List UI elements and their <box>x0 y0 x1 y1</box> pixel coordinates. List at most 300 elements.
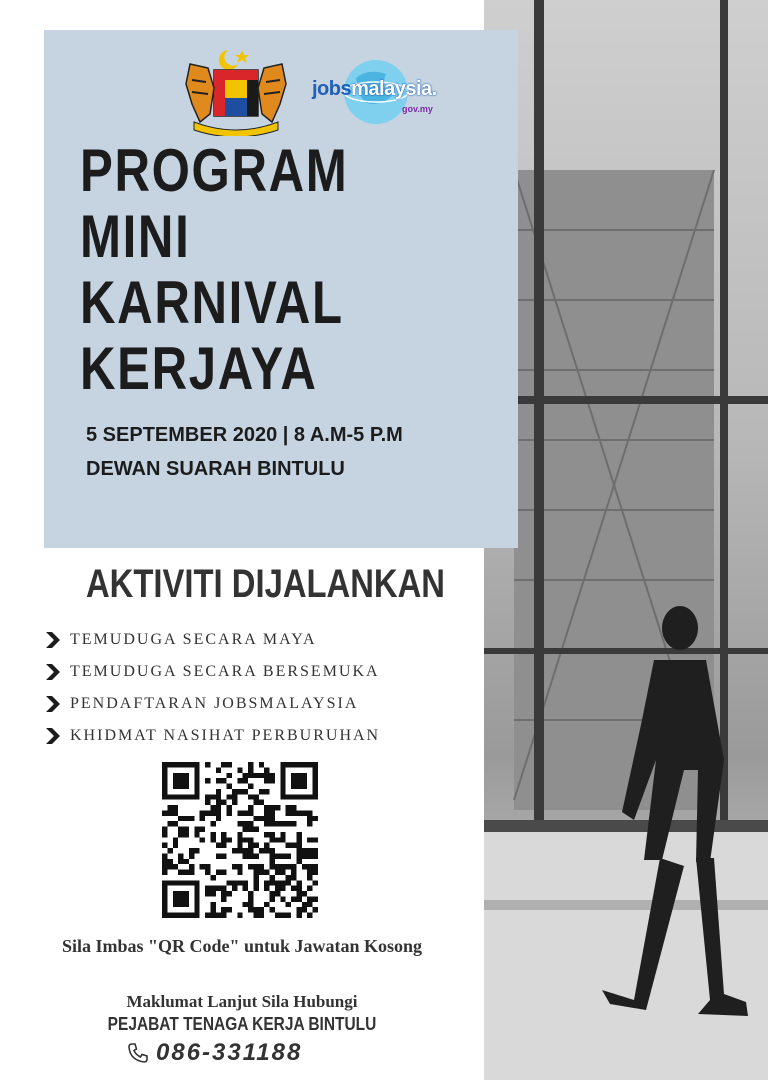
qr-module <box>280 762 285 767</box>
qr-module <box>270 773 275 778</box>
qr-module <box>307 875 312 880</box>
qr-module <box>302 778 307 783</box>
qr-module <box>189 816 194 821</box>
qr-module <box>253 816 258 821</box>
qr-module <box>313 816 318 821</box>
qr-module <box>173 864 178 869</box>
qr-module <box>280 870 285 875</box>
qr-module <box>302 907 307 912</box>
contact-intro: Maklumat Lanjut Sila Hubungi <box>126 992 358 1011</box>
qr-module <box>200 816 205 821</box>
qr-module <box>162 891 167 896</box>
qr-module <box>162 907 167 912</box>
qr-module <box>237 870 242 875</box>
qr-module <box>280 773 285 778</box>
qr-module <box>296 778 301 783</box>
qr-module <box>194 907 199 912</box>
qr-module <box>189 794 194 799</box>
qr-module <box>313 848 318 853</box>
qr-module <box>264 880 269 885</box>
qr-module <box>221 891 226 896</box>
qr-module <box>307 870 312 875</box>
qr-module <box>237 789 242 794</box>
qr-module <box>189 848 194 853</box>
qr-module <box>313 778 318 783</box>
contact-phone[interactable]: 086-331188 <box>156 1039 303 1066</box>
qr-module <box>205 800 210 805</box>
qr-module <box>259 762 264 767</box>
qr-module <box>253 800 258 805</box>
qr-module <box>162 880 167 885</box>
qr-module <box>167 859 172 864</box>
qr-module <box>313 767 318 772</box>
qr-module <box>264 773 269 778</box>
qr-module <box>286 794 291 799</box>
qr-module <box>302 762 307 767</box>
qr-module <box>194 902 199 907</box>
qr-module <box>296 810 301 815</box>
qr-module <box>286 853 291 858</box>
qr-module <box>184 832 189 837</box>
qr-module <box>280 767 285 772</box>
qr-module <box>237 767 242 772</box>
qr-instruction: Sila Imbas "QR Code" untuk Jawatan Kosong <box>61 936 423 956</box>
photo-illustration <box>484 0 768 1080</box>
qr-module <box>194 789 199 794</box>
qr-module <box>194 778 199 783</box>
qr-module <box>286 902 291 907</box>
phone-icon <box>126 1041 150 1065</box>
qr-module <box>178 827 183 832</box>
qr-module <box>307 913 312 918</box>
qr-module <box>291 762 296 767</box>
qr-module <box>270 896 275 901</box>
qr-module <box>232 864 237 869</box>
qr-module <box>162 789 167 794</box>
qr-module <box>296 913 301 918</box>
qr-module <box>307 794 312 799</box>
qr-module <box>184 870 189 875</box>
qr-module <box>296 843 301 848</box>
qr-module <box>243 789 248 794</box>
qr-module <box>173 891 178 896</box>
event-date-time: 5 SEPTEMBER 2020 | 8 A.M-5 P.M <box>86 424 403 446</box>
qr-module <box>178 794 183 799</box>
header-box <box>44 30 518 548</box>
qr-module <box>178 891 183 896</box>
qr-module <box>167 762 172 767</box>
qr-module <box>296 891 301 896</box>
qr-module <box>307 810 312 815</box>
title-line-1: PROGRAM <box>80 137 349 204</box>
qr-module <box>253 853 258 858</box>
qr-module <box>259 800 264 805</box>
qr-module <box>296 837 301 842</box>
qr-module <box>296 848 301 853</box>
qr-module <box>264 843 269 848</box>
qr-module <box>162 810 167 815</box>
qr-module <box>173 778 178 783</box>
qr-module <box>178 832 183 837</box>
qr-module <box>232 886 237 891</box>
qr-module <box>296 762 301 767</box>
qr-module <box>286 913 291 918</box>
qr-module <box>232 880 237 885</box>
qr-module <box>205 886 210 891</box>
qr-module <box>253 913 258 918</box>
list-item <box>46 624 476 656</box>
qr-module <box>275 853 280 858</box>
qr-module <box>307 848 312 853</box>
qr-module <box>194 913 199 918</box>
qr-module <box>275 891 280 896</box>
chevron-right-icon <box>46 632 60 648</box>
page-title <box>80 138 348 402</box>
qr-module <box>248 891 253 896</box>
qr-module <box>237 810 242 815</box>
qr-module <box>221 778 226 783</box>
qr-module <box>307 762 312 767</box>
qr-module <box>264 778 269 783</box>
qr-module <box>270 880 275 885</box>
qr-module <box>227 891 232 896</box>
qr-module <box>291 773 296 778</box>
qr-module <box>178 853 183 858</box>
qr-module <box>291 784 296 789</box>
qr-module <box>184 896 189 901</box>
qr-module <box>237 837 242 842</box>
qr-module <box>253 843 258 848</box>
qr-module <box>243 810 248 815</box>
qr-module <box>210 837 215 842</box>
qr-module <box>227 805 232 810</box>
qr-module <box>205 778 210 783</box>
qr-module <box>296 832 301 837</box>
qr-module <box>194 886 199 891</box>
qr-module <box>243 880 248 885</box>
qr-module <box>243 773 248 778</box>
qr-module <box>205 762 210 767</box>
qr-module <box>167 880 172 885</box>
qr-module <box>307 886 312 891</box>
chevron-right-icon <box>46 696 60 712</box>
qr-module <box>280 778 285 783</box>
qr-module <box>221 870 226 875</box>
qr-module <box>291 821 296 826</box>
qr-module <box>259 913 264 918</box>
qr-module <box>280 896 285 901</box>
qr-module <box>194 762 199 767</box>
chevron-right-icon <box>46 728 60 744</box>
qr-module <box>275 805 280 810</box>
qr-module <box>200 864 205 869</box>
qr-module <box>280 853 285 858</box>
qr-module <box>189 853 194 858</box>
qr-module <box>216 843 221 848</box>
event-venue: DEWAN SUARAH BINTULU <box>86 458 345 480</box>
qr-module <box>264 810 269 815</box>
qr-module <box>210 907 215 912</box>
qr-module <box>162 767 167 772</box>
qr-module <box>291 810 296 815</box>
qr-module <box>237 843 242 848</box>
jobsmalaysia-wordmark <box>312 78 437 101</box>
qr-module <box>227 784 232 789</box>
qr-module <box>296 896 301 901</box>
qr-module <box>248 853 253 858</box>
qr-module <box>167 864 172 869</box>
qr-module <box>264 902 269 907</box>
qr-module <box>227 837 232 842</box>
qr-module <box>216 853 221 858</box>
qr-module <box>216 800 221 805</box>
qr-module <box>313 907 318 912</box>
qr-module <box>210 805 215 810</box>
qr-module <box>313 789 318 794</box>
qr-module <box>173 896 178 901</box>
qr-module <box>210 794 215 799</box>
qr-module <box>237 913 242 918</box>
qr-module <box>275 870 280 875</box>
qr-module <box>296 784 301 789</box>
qr-module <box>248 784 253 789</box>
qr-module <box>302 853 307 858</box>
qr-module <box>184 902 189 907</box>
qr-module <box>237 880 242 885</box>
qr-module <box>162 827 167 832</box>
qr-module <box>270 778 275 783</box>
qr-module <box>184 827 189 832</box>
qr-module <box>194 832 199 837</box>
qr-module <box>210 913 215 918</box>
qr-module <box>270 816 275 821</box>
qr-module <box>286 805 291 810</box>
qr-module <box>291 864 296 869</box>
qr-module <box>270 821 275 826</box>
qr-module <box>173 794 178 799</box>
qr-module <box>167 810 172 815</box>
qr-module <box>302 784 307 789</box>
qr-module <box>178 784 183 789</box>
qr-module <box>270 805 275 810</box>
logo-row <box>180 44 450 136</box>
qr-module <box>313 794 318 799</box>
qr-module <box>291 870 296 875</box>
qr-module <box>210 832 215 837</box>
qr-module <box>162 773 167 778</box>
qr-module <box>259 870 264 875</box>
qr-module <box>248 827 253 832</box>
qr-module <box>184 762 189 767</box>
qr-module <box>302 794 307 799</box>
qr-module <box>162 843 167 848</box>
qr-module <box>162 832 167 837</box>
qr-module <box>275 837 280 842</box>
qr-module <box>162 794 167 799</box>
qr-module <box>232 848 237 853</box>
qr-module <box>264 816 269 821</box>
qr-module <box>205 913 210 918</box>
qr-module <box>210 902 215 907</box>
qr-module <box>200 827 205 832</box>
qr-module <box>221 913 226 918</box>
qr-module <box>237 848 242 853</box>
qr-module <box>178 816 183 821</box>
qr-module <box>264 870 269 875</box>
qr-module <box>291 778 296 783</box>
qr-module <box>184 784 189 789</box>
qr-code[interactable] <box>162 762 318 918</box>
qr-module <box>307 902 312 907</box>
activities-list <box>46 624 476 752</box>
qr-module <box>307 816 312 821</box>
qr-module <box>173 805 178 810</box>
qr-module <box>162 896 167 901</box>
qr-module <box>184 891 189 896</box>
qr-module <box>210 886 215 891</box>
qr-module <box>286 880 291 885</box>
qr-module <box>221 853 226 858</box>
qr-module <box>313 880 318 885</box>
qr-module <box>280 832 285 837</box>
title-line-2: MINI <box>80 203 191 270</box>
qr-module <box>280 886 285 891</box>
qr-module <box>248 762 253 767</box>
qr-module <box>178 773 183 778</box>
qr-module <box>178 913 183 918</box>
qr-module <box>189 880 194 885</box>
qr-module <box>189 762 194 767</box>
qr-module <box>296 859 301 864</box>
qr-module <box>313 896 318 901</box>
activity-label: PENDAFTARAN JOBSMALAYSIA <box>70 695 359 712</box>
qr-module <box>205 870 210 875</box>
qr-module <box>221 896 226 901</box>
qr-module <box>296 853 301 858</box>
qr-module <box>313 773 318 778</box>
qr-module <box>210 875 215 880</box>
qr-module <box>221 832 226 837</box>
qr-module <box>253 886 258 891</box>
qr-module <box>248 896 253 901</box>
qr-module <box>184 913 189 918</box>
qr-module <box>302 773 307 778</box>
qr-module <box>216 794 221 799</box>
qr-module <box>280 789 285 794</box>
qr-module <box>216 913 221 918</box>
title-line-4: KERJAYA <box>80 335 318 402</box>
qr-module <box>280 784 285 789</box>
qr-module <box>313 784 318 789</box>
qr-module <box>227 880 232 885</box>
qr-module <box>248 837 253 842</box>
qr-module <box>296 886 301 891</box>
qr-module <box>275 886 280 891</box>
qr-module <box>189 864 194 869</box>
qr-module <box>173 762 178 767</box>
activities-heading: AKTIVITI DIJALANKAN <box>86 562 445 606</box>
qr-module <box>313 870 318 875</box>
qr-module <box>280 880 285 885</box>
qr-module <box>286 864 291 869</box>
qr-module <box>291 896 296 901</box>
qr-module <box>313 853 318 858</box>
list-item <box>46 688 476 720</box>
qr-module <box>291 843 296 848</box>
qr-module <box>216 778 221 783</box>
qr-module <box>237 821 242 826</box>
contact-phone-row <box>126 1038 302 1068</box>
qr-module <box>184 816 189 821</box>
qr-module <box>307 864 312 869</box>
qr-module <box>264 886 269 891</box>
qr-module <box>227 794 232 799</box>
qr-module <box>173 913 178 918</box>
qr-module <box>210 810 215 815</box>
qr-module <box>189 913 194 918</box>
qr-module <box>173 773 178 778</box>
qr-module <box>162 886 167 891</box>
qr-module <box>167 805 172 810</box>
qr-module <box>178 870 183 875</box>
jobsmalaysia-logo <box>306 58 446 128</box>
qr-module <box>227 907 232 912</box>
qr-module <box>194 827 199 832</box>
qr-module <box>184 794 189 799</box>
qr-module <box>221 886 226 891</box>
qr-module <box>227 773 232 778</box>
qr-module <box>248 907 253 912</box>
qr-module <box>296 907 301 912</box>
qr-module <box>205 810 210 815</box>
coat-of-arms-icon <box>180 44 292 136</box>
qr-module <box>286 821 291 826</box>
qr-module <box>194 896 199 901</box>
qr-module <box>264 767 269 772</box>
qr-module <box>210 891 215 896</box>
qr-module <box>173 902 178 907</box>
qr-module <box>248 794 253 799</box>
qr-module <box>237 832 242 837</box>
qr-module <box>275 864 280 869</box>
activity-label: KHIDMAT NASIHAT PERBURUHAN <box>70 727 381 744</box>
qr-module <box>302 864 307 869</box>
qr-module <box>221 907 226 912</box>
qr-module <box>253 875 258 880</box>
qr-module <box>178 902 183 907</box>
qr-module <box>286 762 291 767</box>
qr-module <box>243 837 248 842</box>
qr-module <box>270 907 275 912</box>
qr-module <box>173 810 178 815</box>
qr-module <box>248 864 253 869</box>
qr-module <box>270 864 275 869</box>
qr-module <box>286 843 291 848</box>
qr-module <box>302 902 307 907</box>
qr-module <box>237 778 242 783</box>
qr-module <box>253 907 258 912</box>
qr-module <box>302 891 307 896</box>
qr-module <box>216 870 221 875</box>
qr-module <box>221 837 226 842</box>
qr-module <box>259 773 264 778</box>
qr-module <box>227 810 232 815</box>
qr-module <box>173 837 178 842</box>
qr-module <box>167 913 172 918</box>
contact-office: PEJABAT TENAGA KERJA BINTULU <box>107 1014 377 1034</box>
qr-module <box>232 800 237 805</box>
qr-module <box>280 821 285 826</box>
